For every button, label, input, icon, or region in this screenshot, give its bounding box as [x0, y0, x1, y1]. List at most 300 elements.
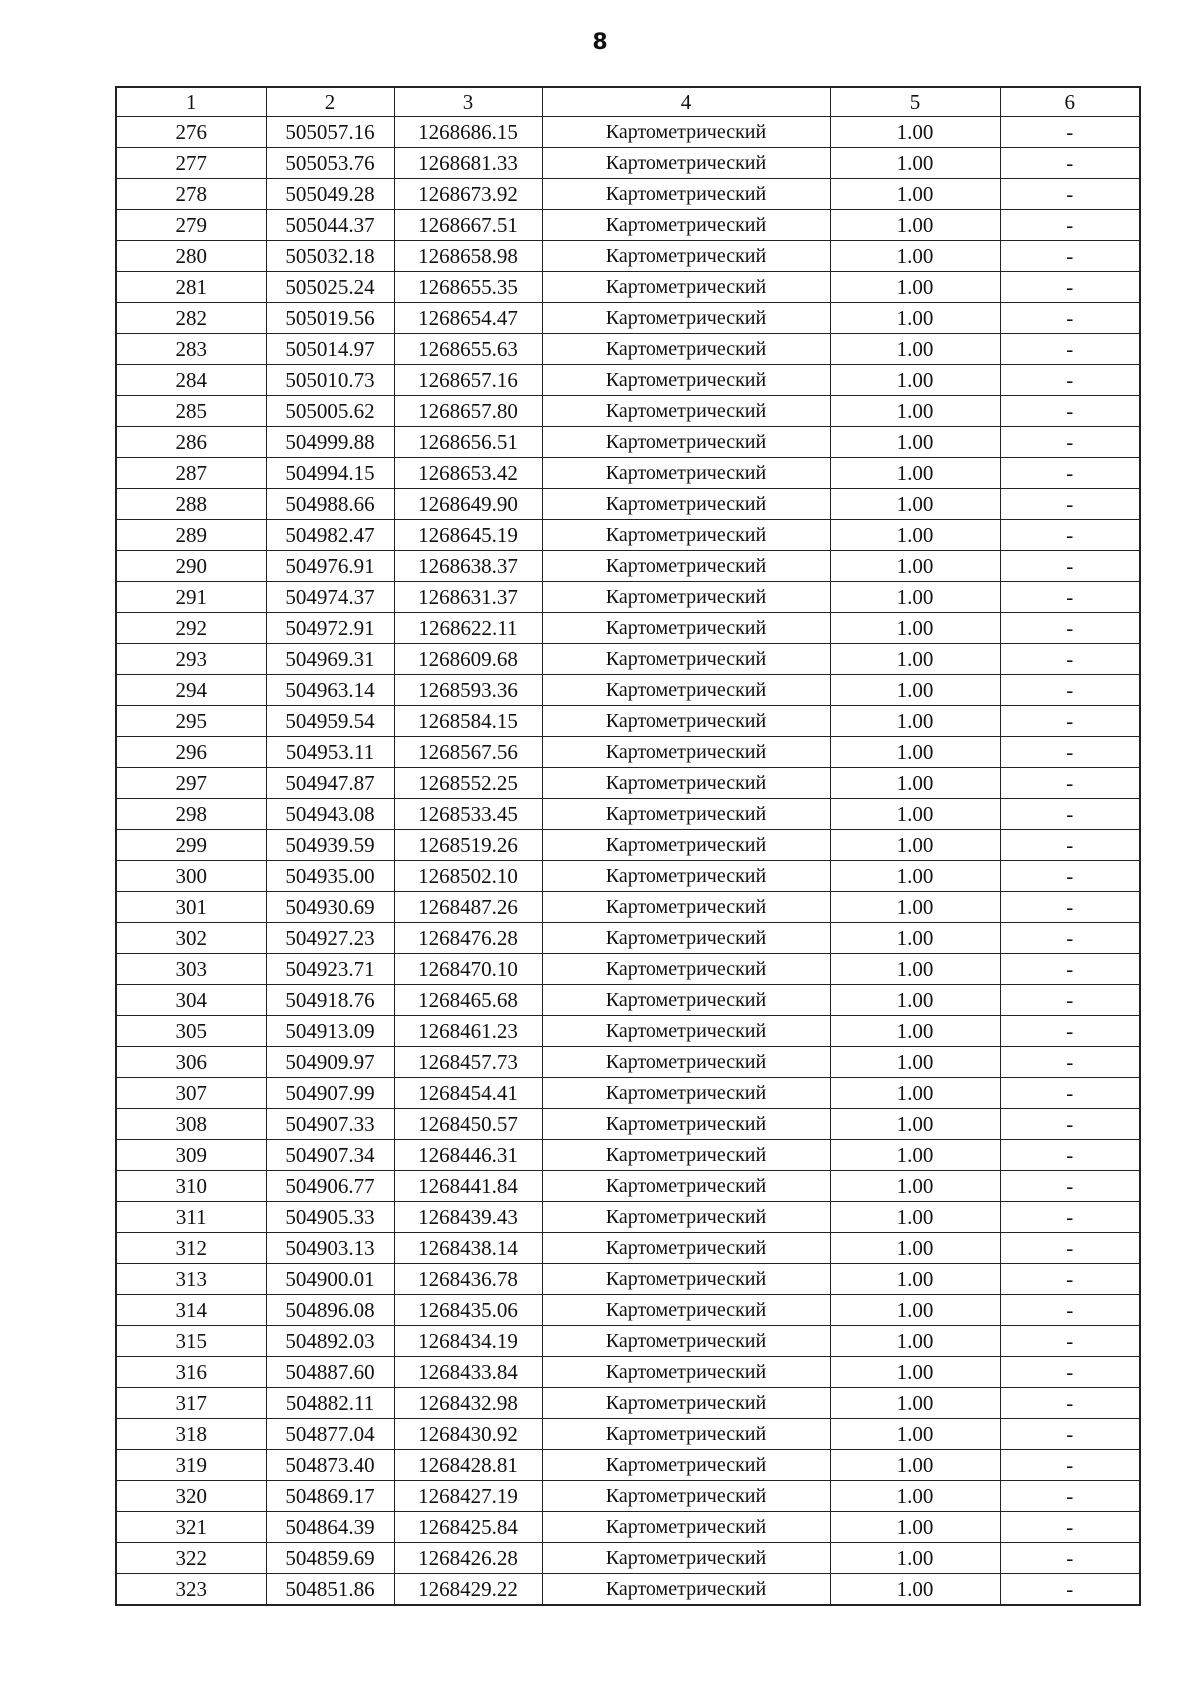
cell-point-number: 278	[116, 179, 266, 210]
cell-method: Картометрический	[542, 1109, 830, 1140]
cell-point-number: 310	[116, 1171, 266, 1202]
cell-coord-y: 1268657.80	[394, 396, 542, 427]
table-row	[116, 799, 1140, 830]
table-row	[116, 1326, 1140, 1357]
cell-accuracy: 1.00	[830, 830, 1000, 861]
cell-method: Картометрический	[542, 458, 830, 489]
table-row	[116, 334, 1140, 365]
cell-point-number: 304	[116, 985, 266, 1016]
cell-note: -	[1000, 241, 1140, 272]
cell-point-number: 316	[116, 1357, 266, 1388]
cell-coord-x: 504939.59	[266, 830, 394, 861]
cell-note: -	[1000, 830, 1140, 861]
cell-point-number: 294	[116, 675, 266, 706]
cell-method: Картометрический	[542, 1450, 830, 1481]
cell-coord-y: 1268434.19	[394, 1326, 542, 1357]
cell-accuracy: 1.00	[830, 520, 1000, 551]
table-row	[116, 861, 1140, 892]
cell-coord-x: 504927.23	[266, 923, 394, 954]
cell-coord-x: 504963.14	[266, 675, 394, 706]
cell-accuracy: 1.00	[830, 148, 1000, 179]
cell-coord-y: 1268654.47	[394, 303, 542, 334]
cell-accuracy: 1.00	[830, 1326, 1000, 1357]
cell-coord-y: 1268657.16	[394, 365, 542, 396]
cell-method: Картометрический	[542, 1140, 830, 1171]
cell-point-number: 289	[116, 520, 266, 551]
cell-coord-x: 504959.54	[266, 706, 394, 737]
cell-point-number: 295	[116, 706, 266, 737]
cell-coord-x: 504953.11	[266, 737, 394, 768]
cell-note: -	[1000, 210, 1140, 241]
cell-coord-y: 1268655.63	[394, 334, 542, 365]
cell-point-number: 315	[116, 1326, 266, 1357]
cell-coord-x: 504892.03	[266, 1326, 394, 1357]
cell-coord-y: 1268658.98	[394, 241, 542, 272]
column-header: 1	[116, 87, 266, 117]
cell-coord-x: 504907.34	[266, 1140, 394, 1171]
cell-note: -	[1000, 1543, 1140, 1574]
cell-method: Картометрический	[542, 985, 830, 1016]
table-row	[116, 303, 1140, 334]
cell-accuracy: 1.00	[830, 954, 1000, 985]
cell-point-number: 276	[116, 117, 266, 148]
cell-coord-y: 1268427.19	[394, 1481, 542, 1512]
cell-accuracy: 1.00	[830, 892, 1000, 923]
cell-point-number: 311	[116, 1202, 266, 1233]
cell-note: -	[1000, 117, 1140, 148]
cell-note: -	[1000, 861, 1140, 892]
cell-coord-y: 1268465.68	[394, 985, 542, 1016]
cell-point-number: 283	[116, 334, 266, 365]
cell-note: -	[1000, 675, 1140, 706]
cell-method: Картометрический	[542, 1233, 830, 1264]
cell-coord-y: 1268552.25	[394, 768, 542, 799]
cell-note: -	[1000, 1202, 1140, 1233]
cell-coord-y: 1268457.73	[394, 1047, 542, 1078]
table-row	[116, 520, 1140, 551]
cell-coord-x: 505010.73	[266, 365, 394, 396]
cell-note: -	[1000, 303, 1140, 334]
cell-coord-y: 1268436.78	[394, 1264, 542, 1295]
cell-coord-y: 1268567.56	[394, 737, 542, 768]
cell-coord-y: 1268438.14	[394, 1233, 542, 1264]
column-header: 4	[542, 87, 830, 117]
cell-point-number: 314	[116, 1295, 266, 1326]
cell-coord-x: 504976.91	[266, 551, 394, 582]
table-row	[116, 985, 1140, 1016]
cell-method: Картометрический	[542, 737, 830, 768]
cell-coord-x: 504930.69	[266, 892, 394, 923]
cell-coord-x: 504982.47	[266, 520, 394, 551]
cell-point-number: 306	[116, 1047, 266, 1078]
cell-coord-y: 1268681.33	[394, 148, 542, 179]
cell-note: -	[1000, 1419, 1140, 1450]
cell-coord-y: 1268609.68	[394, 644, 542, 675]
cell-note: -	[1000, 458, 1140, 489]
cell-point-number: 292	[116, 613, 266, 644]
cell-coord-y: 1268426.28	[394, 1543, 542, 1574]
cell-coord-y: 1268673.92	[394, 179, 542, 210]
cell-accuracy: 1.00	[830, 644, 1000, 675]
cell-coord-x: 504851.86	[266, 1574, 394, 1606]
cell-note: -	[1000, 1264, 1140, 1295]
cell-accuracy: 1.00	[830, 241, 1000, 272]
cell-note: -	[1000, 1326, 1140, 1357]
cell-point-number: 308	[116, 1109, 266, 1140]
cell-method: Картометрический	[542, 1388, 830, 1419]
cell-method: Картометрический	[542, 179, 830, 210]
cell-point-number: 318	[116, 1419, 266, 1450]
cell-coord-y: 1268686.15	[394, 117, 542, 148]
cell-point-number: 279	[116, 210, 266, 241]
cell-note: -	[1000, 520, 1140, 551]
cell-coord-x: 504935.00	[266, 861, 394, 892]
cell-method: Картометрический	[542, 582, 830, 613]
cell-coord-y: 1268461.23	[394, 1016, 542, 1047]
cell-note: -	[1000, 1388, 1140, 1419]
cell-note: -	[1000, 985, 1140, 1016]
cell-coord-x: 505049.28	[266, 179, 394, 210]
cell-coord-y: 1268450.57	[394, 1109, 542, 1140]
table-row	[116, 148, 1140, 179]
cell-note: -	[1000, 799, 1140, 830]
cell-coord-y: 1268487.26	[394, 892, 542, 923]
cell-note: -	[1000, 1357, 1140, 1388]
cell-note: -	[1000, 365, 1140, 396]
cell-coord-y: 1268653.42	[394, 458, 542, 489]
table-row	[116, 1481, 1140, 1512]
table-row	[116, 613, 1140, 644]
table-row	[116, 892, 1140, 923]
cell-point-number: 298	[116, 799, 266, 830]
cell-method: Картометрический	[542, 1357, 830, 1388]
cell-method: Картометрический	[542, 1481, 830, 1512]
cell-coord-x: 504900.01	[266, 1264, 394, 1295]
cell-note: -	[1000, 582, 1140, 613]
cell-point-number: 305	[116, 1016, 266, 1047]
table-row	[116, 210, 1140, 241]
table-row	[116, 1574, 1140, 1606]
cell-method: Картометрический	[542, 551, 830, 582]
table-row	[116, 427, 1140, 458]
cell-accuracy: 1.00	[830, 272, 1000, 303]
cell-coord-x: 504913.09	[266, 1016, 394, 1047]
table-row	[116, 179, 1140, 210]
cell-coord-y: 1268425.84	[394, 1512, 542, 1543]
cell-method: Картометрический	[542, 861, 830, 892]
cell-method: Картометрический	[542, 148, 830, 179]
cell-coord-y: 1268593.36	[394, 675, 542, 706]
table-row	[116, 1140, 1140, 1171]
cell-coord-x: 504859.69	[266, 1543, 394, 1574]
cell-point-number: 296	[116, 737, 266, 768]
cell-accuracy: 1.00	[830, 396, 1000, 427]
cell-accuracy: 1.00	[830, 551, 1000, 582]
table-row	[116, 1543, 1140, 1574]
table-row	[116, 489, 1140, 520]
cell-coord-y: 1268631.37	[394, 582, 542, 613]
table-row	[116, 1295, 1140, 1326]
table-body	[116, 117, 1140, 1606]
cell-note: -	[1000, 396, 1140, 427]
cell-note: -	[1000, 272, 1140, 303]
cell-note: -	[1000, 737, 1140, 768]
cell-note: -	[1000, 1295, 1140, 1326]
cell-note: -	[1000, 1016, 1140, 1047]
table-row	[116, 706, 1140, 737]
column-header: 3	[394, 87, 542, 117]
cell-accuracy: 1.00	[830, 427, 1000, 458]
cell-point-number: 309	[116, 1140, 266, 1171]
table-row	[116, 1357, 1140, 1388]
cell-accuracy: 1.00	[830, 1264, 1000, 1295]
cell-point-number: 323	[116, 1574, 266, 1606]
cell-method: Картометрический	[542, 520, 830, 551]
cell-method: Картометрический	[542, 954, 830, 985]
cell-method: Картометрический	[542, 892, 830, 923]
cell-accuracy: 1.00	[830, 1233, 1000, 1264]
cell-coord-x: 504869.17	[266, 1481, 394, 1512]
cell-note: -	[1000, 923, 1140, 954]
cell-note: -	[1000, 148, 1140, 179]
cell-coord-x: 504864.39	[266, 1512, 394, 1543]
cell-coord-x: 504905.33	[266, 1202, 394, 1233]
cell-accuracy: 1.00	[830, 1419, 1000, 1450]
cell-coord-y: 1268519.26	[394, 830, 542, 861]
cell-note: -	[1000, 427, 1140, 458]
cell-note: -	[1000, 1078, 1140, 1109]
cell-coord-x: 504988.66	[266, 489, 394, 520]
cell-coord-y: 1268446.31	[394, 1140, 542, 1171]
table-row	[116, 582, 1140, 613]
cell-accuracy: 1.00	[830, 1171, 1000, 1202]
cell-coord-x: 504887.60	[266, 1357, 394, 1388]
cell-coord-x: 504903.13	[266, 1233, 394, 1264]
cell-method: Картометрический	[542, 210, 830, 241]
cell-accuracy: 1.00	[830, 1202, 1000, 1233]
cell-coord-x: 504947.87	[266, 768, 394, 799]
cell-accuracy: 1.00	[830, 1574, 1000, 1606]
cell-accuracy: 1.00	[830, 923, 1000, 954]
cell-coord-y: 1268428.81	[394, 1450, 542, 1481]
table-row	[116, 830, 1140, 861]
cell-method: Картометрический	[542, 396, 830, 427]
cell-coord-x: 504943.08	[266, 799, 394, 830]
cell-coord-x: 504974.37	[266, 582, 394, 613]
cell-note: -	[1000, 1047, 1140, 1078]
cell-method: Картометрический	[542, 799, 830, 830]
table-row	[116, 1078, 1140, 1109]
cell-note: -	[1000, 334, 1140, 365]
cell-method: Картометрический	[542, 768, 830, 799]
cell-point-number: 300	[116, 861, 266, 892]
cell-method: Картометрический	[542, 365, 830, 396]
cell-method: Картометрический	[542, 303, 830, 334]
table-row	[116, 923, 1140, 954]
cell-note: -	[1000, 706, 1140, 737]
cell-coord-x: 504906.77	[266, 1171, 394, 1202]
cell-note: -	[1000, 1450, 1140, 1481]
cell-method: Картометрический	[542, 334, 830, 365]
cell-coord-y: 1268441.84	[394, 1171, 542, 1202]
cell-accuracy: 1.00	[830, 1016, 1000, 1047]
cell-accuracy: 1.00	[830, 117, 1000, 148]
cell-point-number: 301	[116, 892, 266, 923]
cell-coord-y: 1268667.51	[394, 210, 542, 241]
cell-point-number: 280	[116, 241, 266, 272]
cell-point-number: 307	[116, 1078, 266, 1109]
cell-coord-x: 504923.71	[266, 954, 394, 985]
cell-coord-y: 1268649.90	[394, 489, 542, 520]
cell-method: Картометрический	[542, 706, 830, 737]
cell-coord-y: 1268454.41	[394, 1078, 542, 1109]
table-row	[116, 1233, 1140, 1264]
cell-method: Картометрический	[542, 117, 830, 148]
cell-point-number: 282	[116, 303, 266, 334]
cell-point-number: 287	[116, 458, 266, 489]
cell-point-number: 313	[116, 1264, 266, 1295]
cell-coord-x: 504969.31	[266, 644, 394, 675]
cell-accuracy: 1.00	[830, 582, 1000, 613]
cell-coord-y: 1268622.11	[394, 613, 542, 644]
cell-accuracy: 1.00	[830, 334, 1000, 365]
cell-coord-y: 1268584.15	[394, 706, 542, 737]
cell-coord-y: 1268476.28	[394, 923, 542, 954]
table-row	[116, 365, 1140, 396]
cell-point-number: 284	[116, 365, 266, 396]
cell-method: Картометрический	[542, 1047, 830, 1078]
cell-method: Картометрический	[542, 427, 830, 458]
cell-point-number: 281	[116, 272, 266, 303]
cell-coord-x: 504909.97	[266, 1047, 394, 1078]
cell-accuracy: 1.00	[830, 985, 1000, 1016]
table-row	[116, 1202, 1140, 1233]
cell-point-number: 286	[116, 427, 266, 458]
table-row	[116, 644, 1140, 675]
table-row	[116, 551, 1140, 582]
cell-coord-x: 505053.76	[266, 148, 394, 179]
cell-note: -	[1000, 489, 1140, 520]
cell-accuracy: 1.00	[830, 768, 1000, 799]
cell-point-number: 317	[116, 1388, 266, 1419]
cell-note: -	[1000, 954, 1140, 985]
cell-note: -	[1000, 1171, 1140, 1202]
cell-point-number: 293	[116, 644, 266, 675]
cell-accuracy: 1.00	[830, 737, 1000, 768]
cell-note: -	[1000, 1140, 1140, 1171]
cell-accuracy: 1.00	[830, 210, 1000, 241]
cell-method: Картометрический	[542, 1419, 830, 1450]
cell-method: Картометрический	[542, 1512, 830, 1543]
cell-coord-y: 1268430.92	[394, 1419, 542, 1450]
table-row	[116, 1047, 1140, 1078]
cell-method: Картометрический	[542, 1295, 830, 1326]
table-row	[116, 675, 1140, 706]
cell-point-number: 321	[116, 1512, 266, 1543]
table-row	[116, 117, 1140, 148]
cell-coord-x: 505019.56	[266, 303, 394, 334]
cell-coord-x: 505025.24	[266, 272, 394, 303]
cell-point-number: 322	[116, 1543, 266, 1574]
cell-method: Картометрический	[542, 644, 830, 675]
cell-method: Картометрический	[542, 1543, 830, 1574]
cell-coord-x: 504994.15	[266, 458, 394, 489]
cell-note: -	[1000, 179, 1140, 210]
cell-coord-y: 1268432.98	[394, 1388, 542, 1419]
cell-point-number: 303	[116, 954, 266, 985]
cell-accuracy: 1.00	[830, 706, 1000, 737]
cell-accuracy: 1.00	[830, 675, 1000, 706]
table-row	[116, 1171, 1140, 1202]
table-row	[116, 768, 1140, 799]
table-row	[116, 1450, 1140, 1481]
cell-accuracy: 1.00	[830, 1481, 1000, 1512]
cell-accuracy: 1.00	[830, 1450, 1000, 1481]
cell-method: Картометрический	[542, 489, 830, 520]
cell-note: -	[1000, 892, 1140, 923]
table-row	[116, 396, 1140, 427]
cell-note: -	[1000, 1574, 1140, 1606]
cell-coord-y: 1268655.35	[394, 272, 542, 303]
cell-accuracy: 1.00	[830, 799, 1000, 830]
cell-coord-x: 504877.04	[266, 1419, 394, 1450]
cell-method: Картометрический	[542, 1264, 830, 1295]
column-header: 2	[266, 87, 394, 117]
cell-coord-y: 1268470.10	[394, 954, 542, 985]
cell-coord-y: 1268429.22	[394, 1574, 542, 1606]
cell-point-number: 312	[116, 1233, 266, 1264]
cell-coord-x: 504907.33	[266, 1109, 394, 1140]
table-row	[116, 1388, 1140, 1419]
cell-note: -	[1000, 1512, 1140, 1543]
cell-coord-x: 504907.99	[266, 1078, 394, 1109]
cell-accuracy: 1.00	[830, 489, 1000, 520]
cell-coord-x: 505005.62	[266, 396, 394, 427]
cell-coord-y: 1268433.84	[394, 1357, 542, 1388]
table-header-row	[116, 87, 1140, 117]
cell-point-number: 290	[116, 551, 266, 582]
cell-method: Картометрический	[542, 1202, 830, 1233]
cell-note: -	[1000, 1109, 1140, 1140]
cell-coord-y: 1268638.37	[394, 551, 542, 582]
cell-coord-x: 505044.37	[266, 210, 394, 241]
cell-coord-x: 504882.11	[266, 1388, 394, 1419]
cell-method: Картометрический	[542, 675, 830, 706]
cell-accuracy: 1.00	[830, 613, 1000, 644]
cell-coord-y: 1268656.51	[394, 427, 542, 458]
cell-coord-x: 504873.40	[266, 1450, 394, 1481]
page-number: 8	[592, 30, 608, 55]
cell-point-number: 297	[116, 768, 266, 799]
cell-coord-y: 1268435.06	[394, 1295, 542, 1326]
cell-accuracy: 1.00	[830, 1543, 1000, 1574]
table-row	[116, 458, 1140, 489]
cell-accuracy: 1.00	[830, 1078, 1000, 1109]
cell-accuracy: 1.00	[830, 1295, 1000, 1326]
table-row	[116, 272, 1140, 303]
cell-note: -	[1000, 644, 1140, 675]
cell-note: -	[1000, 768, 1140, 799]
cell-point-number: 277	[116, 148, 266, 179]
cell-accuracy: 1.00	[830, 365, 1000, 396]
cell-coord-y: 1268439.43	[394, 1202, 542, 1233]
cell-accuracy: 1.00	[830, 303, 1000, 334]
cell-method: Картометрический	[542, 272, 830, 303]
cell-accuracy: 1.00	[830, 179, 1000, 210]
cell-accuracy: 1.00	[830, 1047, 1000, 1078]
cell-accuracy: 1.00	[830, 458, 1000, 489]
cell-note: -	[1000, 1481, 1140, 1512]
